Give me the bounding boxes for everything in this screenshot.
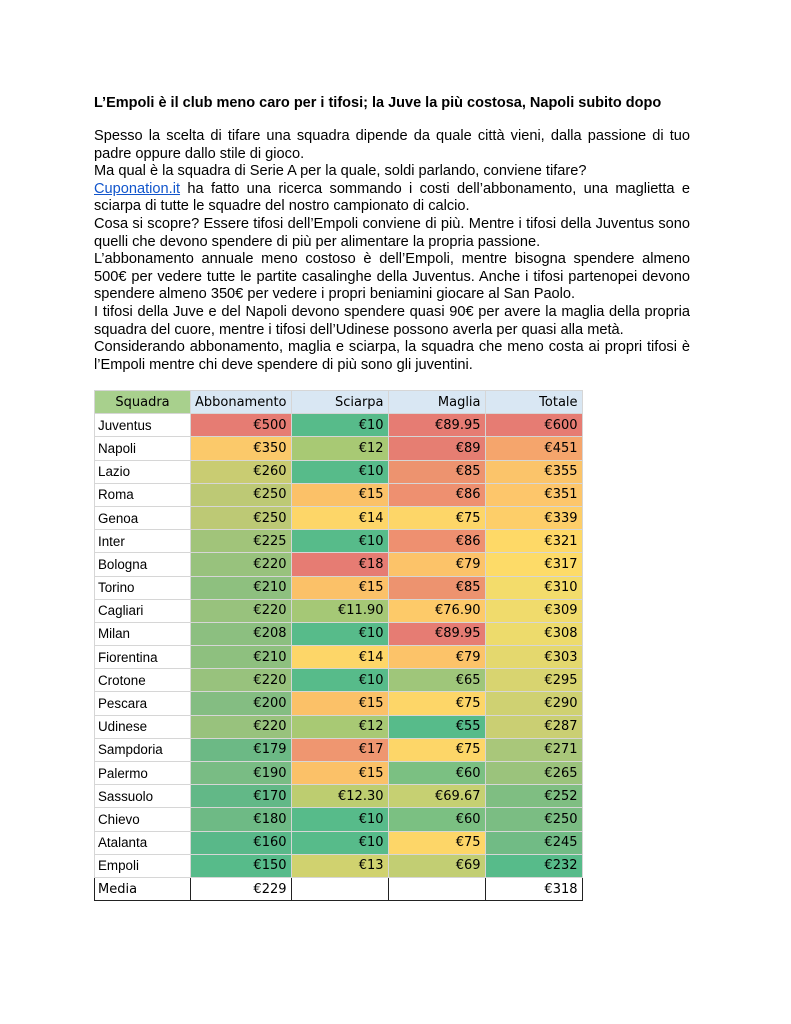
table-row [95, 808, 583, 831]
cell-abbonamento: €260 [191, 460, 292, 483]
cell-sciarpa: €18 [291, 553, 388, 576]
cell-abbonamento: €208 [191, 622, 292, 645]
footer-label: Media [95, 877, 191, 900]
cell-totale: €252 [485, 785, 582, 808]
cell-maglia: €76.90 [388, 599, 485, 622]
cell-maglia: €69.67 [388, 785, 485, 808]
footer-maglia [388, 877, 485, 900]
cell-maglia: €75 [388, 831, 485, 854]
cell-maglia: €55 [388, 715, 485, 738]
cell-maglia: €60 [388, 762, 485, 785]
cell-sciarpa: €10 [291, 831, 388, 854]
cell-maglia: €75 [388, 692, 485, 715]
cell-totale: €600 [485, 414, 582, 437]
table-row [95, 483, 583, 506]
cell-team: Lazio [95, 460, 191, 483]
cell-team: Juventus [95, 414, 191, 437]
cell-team: Cagliari [95, 599, 191, 622]
cell-team: Udinese [95, 715, 191, 738]
table-row [95, 530, 583, 553]
table-row [95, 785, 583, 808]
table-row [95, 622, 583, 645]
cell-maglia: €79 [388, 553, 485, 576]
header-totale: Totale [485, 391, 582, 414]
cost-table [94, 390, 583, 901]
cell-totale: €245 [485, 831, 582, 854]
cell-abbonamento: €210 [191, 576, 292, 599]
cell-sciarpa: €10 [291, 669, 388, 692]
cell-maglia: €89 [388, 437, 485, 460]
body-text [94, 128, 690, 374]
table-row [95, 437, 583, 460]
table-row [95, 414, 583, 437]
paragraph-2: Ma qual è la squadra di Serie A per la quale, soldi parlando, conviene tifare? [94, 163, 587, 180]
cell-sciarpa: €14 [291, 646, 388, 669]
cell-sciarpa: €13 [291, 854, 388, 877]
cell-abbonamento: €250 [191, 506, 292, 529]
cell-abbonamento: €210 [191, 646, 292, 669]
header-sciarpa: Sciarpa [291, 391, 388, 414]
cell-team: Genoa [95, 506, 191, 529]
table-row [95, 669, 583, 692]
cell-sciarpa: €12 [291, 437, 388, 460]
cell-abbonamento: €225 [191, 530, 292, 553]
cell-sciarpa: €15 [291, 576, 388, 599]
cell-totale: €309 [485, 599, 582, 622]
cell-totale: €308 [485, 622, 582, 645]
cell-team: Torino [95, 576, 191, 599]
cell-abbonamento: €350 [191, 437, 292, 460]
cell-totale: €355 [485, 460, 582, 483]
cell-sciarpa: €12.30 [291, 785, 388, 808]
table-row [95, 692, 583, 715]
cell-totale: €317 [485, 553, 582, 576]
document-title: L’Empoli è il club meno caro per i tifosi; la Juve la più costosa, Napoli subito dopo [94, 95, 662, 111]
cell-team: Chievo [95, 808, 191, 831]
cell-totale: €232 [485, 854, 582, 877]
cell-sciarpa: €15 [291, 762, 388, 785]
footer-totale: €318 [485, 877, 582, 900]
paragraph-1: Spesso la scelta di tifare una squadra dipende da quale città vieni, dalla passione di tuo padre oppure dallo stile di gioco. [94, 128, 690, 162]
cell-totale: €271 [485, 738, 582, 761]
cell-team: Napoli [95, 437, 191, 460]
cell-abbonamento: €220 [191, 553, 292, 576]
cell-maglia: €75 [388, 738, 485, 761]
cell-abbonamento: €179 [191, 738, 292, 761]
table-row [95, 854, 583, 877]
cell-maglia: €85 [388, 576, 485, 599]
cell-team: Pescara [95, 692, 191, 715]
cell-team: Sampdoria [95, 738, 191, 761]
cell-sciarpa: €10 [291, 622, 388, 645]
cell-team: Milan [95, 622, 191, 645]
footer-abbonamento: €229 [191, 877, 292, 900]
table-row [95, 646, 583, 669]
cell-maglia: €65 [388, 669, 485, 692]
paragraph-7: Considerando abbonamento, maglia e sciarpa, la squadra che meno costa ai propri tifosi è l’Empoli mentre chi deve spendere di più sono gli juventini. [94, 339, 690, 373]
paragraph-3-text: ha fatto una ricerca sommando i costi dell’abbonamento, una maglietta e sciarpa di tutte le squadre del nostro campionato di calcio. [94, 180, 690, 215]
cell-totale: €321 [485, 530, 582, 553]
cell-maglia: €86 [388, 530, 485, 553]
paragraph-6: I tifosi della Juve e del Napoli devono spendere quasi 90€ per avere la maglia della propria squadra del cuore, mentre i tifosi dell’Udinese possono averla per quasi alla metà. [94, 303, 690, 338]
cell-abbonamento: €200 [191, 692, 292, 715]
cell-team: Fiorentina [95, 646, 191, 669]
cell-sciarpa: €12 [291, 715, 388, 738]
table-row [95, 831, 583, 854]
cell-sciarpa: €14 [291, 506, 388, 529]
cell-abbonamento: €220 [191, 599, 292, 622]
cell-team: Inter [95, 530, 191, 553]
cell-totale: €265 [485, 762, 582, 785]
cell-abbonamento: €220 [191, 669, 292, 692]
table-row [95, 460, 583, 483]
cell-sciarpa: €11.90 [291, 599, 388, 622]
cell-maglia: €85 [388, 460, 485, 483]
cell-team: Atalanta [95, 831, 191, 854]
cell-sciarpa: €10 [291, 460, 388, 483]
header-abbonamento: Abbonamento [191, 391, 292, 414]
table-row [95, 553, 583, 576]
cell-sciarpa: €17 [291, 738, 388, 761]
cell-maglia: €79 [388, 646, 485, 669]
cell-team: Bologna [95, 553, 191, 576]
table-row [95, 715, 583, 738]
cell-abbonamento: €160 [191, 831, 292, 854]
cell-maglia: €69 [388, 854, 485, 877]
cell-totale: €287 [485, 715, 582, 738]
cell-sciarpa: €10 [291, 808, 388, 831]
paragraph-5: L’abbonamento annuale meno costoso è dell’Empoli, mentre bisogna spendere almeno 500€ per vedere tutte le partite casalinghe della Juventus. Anche i tifosi partenopei devono spendere almeno 350€ per vedere i propri beniamini giocare al San Paolo. [94, 251, 690, 303]
header-squadra: Squadra [95, 391, 191, 414]
table-row [95, 738, 583, 761]
cell-abbonamento: €180 [191, 808, 292, 831]
table-footer-row [95, 877, 583, 900]
cell-totale: €250 [485, 808, 582, 831]
cell-sciarpa: €10 [291, 414, 388, 437]
footer-sciarpa [291, 877, 388, 900]
cell-team: Empoli [95, 854, 191, 877]
cell-team: Crotone [95, 669, 191, 692]
cell-totale: €339 [485, 506, 582, 529]
document-page [94, 94, 690, 374]
cuponation-link[interactable]: Cuponation.it [94, 180, 181, 197]
header-maglia: Maglia [388, 391, 485, 414]
cell-abbonamento: €500 [191, 414, 292, 437]
cell-totale: €351 [485, 483, 582, 506]
cell-totale: €451 [485, 437, 582, 460]
cell-totale: €290 [485, 692, 582, 715]
cell-totale: €303 [485, 646, 582, 669]
table-row [95, 599, 583, 622]
cell-abbonamento: €170 [191, 785, 292, 808]
cell-abbonamento: €250 [191, 483, 292, 506]
cell-sciarpa: €15 [291, 483, 388, 506]
cell-maglia: €75 [388, 506, 485, 529]
cell-team: Roma [95, 483, 191, 506]
cell-totale: €310 [485, 576, 582, 599]
cell-abbonamento: €220 [191, 715, 292, 738]
cell-abbonamento: €150 [191, 854, 292, 877]
paragraph-3 [94, 181, 690, 216]
table-row [95, 762, 583, 785]
cell-sciarpa: €10 [291, 530, 388, 553]
cell-maglia: €60 [388, 808, 485, 831]
cell-abbonamento: €190 [191, 762, 292, 785]
table-header-row [95, 391, 583, 414]
cell-totale: €295 [485, 669, 582, 692]
cell-maglia: €89.95 [388, 414, 485, 437]
cell-maglia: €86 [388, 483, 485, 506]
table-row [95, 576, 583, 599]
cell-maglia: €89.95 [388, 622, 485, 645]
table-row [95, 506, 583, 529]
cell-team: Palermo [95, 762, 191, 785]
cell-sciarpa: €15 [291, 692, 388, 715]
table-body [95, 414, 583, 878]
paragraph-4: Cosa si scopre? Essere tifosi dell’Empoli conviene di più. Mentre i tifosi della Juventus sono quelli che devono spendere di più per alimentare la propria passione. [94, 215, 690, 250]
cell-team: Sassuolo [95, 785, 191, 808]
